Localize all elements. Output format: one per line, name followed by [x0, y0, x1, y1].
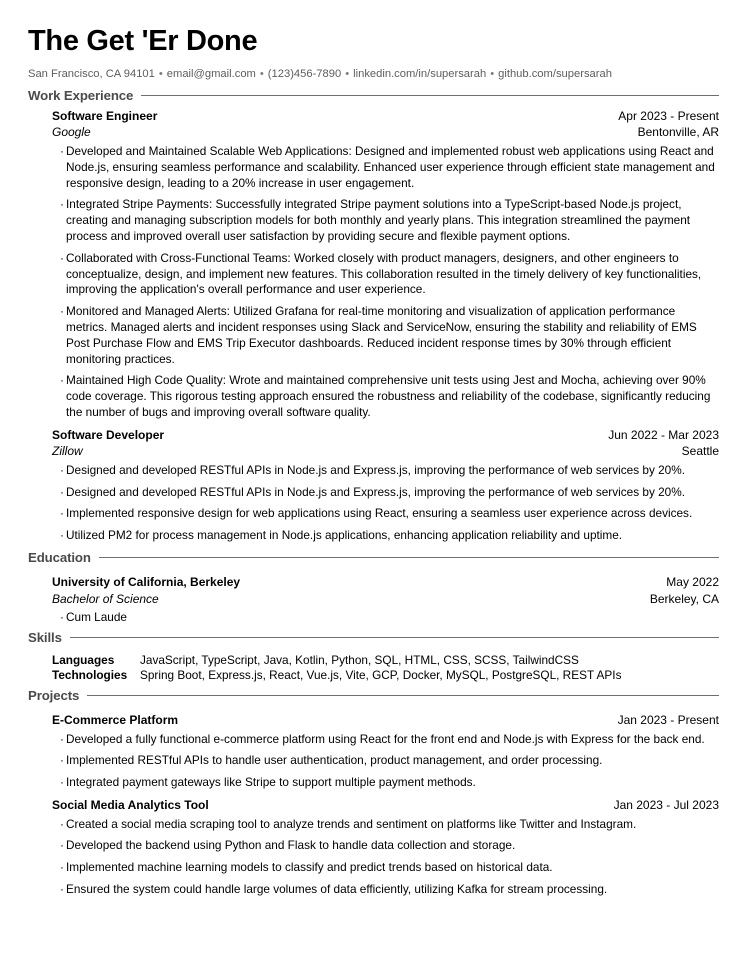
section-header-education: [28, 550, 719, 565]
bullet-text: Maintained High Code Quality: Wrote and maintained comprehensive unit tests using Jest and Mocha, achieving over 90% code coverage. This rigorous testing approach ensured the robustness and reliability of the codebase, significantly reducing the number of bugs and improving overall software quality.: [66, 373, 711, 419]
bullet-item: [52, 506, 719, 522]
skill-category-label: Technologies: [52, 668, 128, 683]
entry-organization: Google: [52, 125, 91, 140]
page-title: The Get 'Er Done: [28, 25, 258, 57]
work-entries: [28, 108, 719, 544]
bullet-text: Implemented responsive design for web applications using React, ensuring a seamless user experience across devices.: [66, 506, 693, 521]
section-title: Work Experience: [28, 87, 134, 103]
contact-separator: •: [490, 67, 495, 80]
bullet-dot-icon: ·: [60, 881, 64, 896]
bullet-dot-icon: ·: [60, 506, 64, 521]
bullet-text: Implemented RESTful APIs to handle user authentication, product management, and order processing.: [66, 753, 603, 768]
bullet-item: [52, 528, 719, 544]
bullet-text: Cum Laude: [66, 610, 127, 625]
bullet-dot-icon: ·: [60, 304, 64, 319]
bullet-item: [52, 485, 719, 501]
entry-date: Jun 2022 - Mar 2023: [608, 427, 719, 442]
bullet-dot-icon: ·: [60, 753, 64, 768]
bullet-dot-icon: ·: [60, 250, 64, 265]
entry-date: May 2022: [666, 575, 719, 590]
skill-row: [52, 668, 719, 684]
bullet-item: [52, 860, 719, 876]
bullet-item: [52, 610, 719, 626]
bullet-item: [52, 144, 719, 191]
bullet-dot-icon: ·: [60, 143, 64, 158]
bullet-text: Designed and developed RESTful APIs in Node.js and Express.js, improving the performance of web services by 20%.: [66, 462, 686, 477]
entry-date: Jan 2023 - Jul 2023: [613, 797, 719, 812]
skill-category-label: Languages: [52, 652, 115, 667]
contact-item[interactable]: linkedin.com/in/supersarah: [353, 67, 487, 80]
entry-sub-row: [52, 124, 719, 141]
entry-heading-row: [52, 574, 719, 591]
bullet-dot-icon: ·: [60, 860, 64, 875]
section-header-projects: [28, 688, 719, 703]
contact-separator: •: [345, 67, 350, 80]
bullet-text: Created a social media scraping tool to analyze trends and sentiment on platforms like Twitter and Instagram.: [66, 816, 637, 831]
entry-title: Software Engineer: [52, 108, 158, 123]
contact-line: [28, 67, 719, 81]
entry-bullets: [52, 144, 719, 421]
skill-category-value: JavaScript, TypeScript, Java, Kotlin, Python, SQL, HTML, CSS, SCSS, TailwindCSS: [140, 652, 579, 667]
bullet-item: [52, 838, 719, 854]
bullet-dot-icon: ·: [60, 197, 64, 212]
project-entries: [28, 712, 719, 898]
entry-title: University of California, Berkeley: [52, 575, 241, 590]
bullet-item: [52, 304, 719, 367]
bullet-text: Integrated Stripe Payments: Successfully integrated Stripe payment solutions into a TypeScript-based Node.js project, creating and managing subscription models for both monthly and yearly plans. This integration streamlined the payment process and improved overall user satisfaction by providing secure and flexible payment options.: [66, 197, 691, 243]
skill-row: [52, 653, 719, 669]
entry-degree: Bachelor of Science: [52, 591, 159, 606]
skill-category-value: Spring Boot, Express.js, React, Vue.js, Vite, GCP, Docker, MySQL, PostgreSQL, REST APIs: [140, 668, 622, 683]
entry-bullets: [52, 817, 719, 898]
entry-title: Software Developer: [52, 427, 165, 442]
section-projects: [28, 688, 719, 898]
project-entry: [52, 797, 719, 898]
section-title: Skills: [28, 629, 62, 645]
bullet-dot-icon: ·: [60, 484, 64, 499]
work-entry: [52, 427, 719, 544]
entry-title: Social Media Analytics Tool: [52, 797, 209, 812]
entry-location: Bentonville, AR: [637, 125, 719, 140]
section-header-skills: [28, 630, 719, 645]
bullet-text: Ensured the system could handle large volumes of data efficiently, utilizing Kafka for stream processing.: [66, 881, 608, 896]
entry-organization: Zillow: [52, 444, 83, 459]
bullet-text: Developed a fully functional e-commerce platform using React for the front end and Node.js with Express for the back end.: [66, 731, 705, 746]
bullet-dot-icon: ·: [60, 373, 64, 388]
bullet-item: [52, 251, 719, 298]
section-rule: [141, 95, 719, 96]
bullet-text: Implemented machine learning models to classify and predict trends based on historical data.: [66, 860, 553, 875]
contact-separator: •: [158, 67, 163, 80]
entry-sub-row: [52, 443, 719, 460]
bullet-item: [52, 882, 719, 898]
section-skills: [28, 630, 719, 684]
entry-heading-row: [52, 712, 719, 729]
entry-bullets: [52, 463, 719, 544]
bullet-dot-icon: ·: [60, 528, 64, 543]
bullet-dot-icon: ·: [60, 838, 64, 853]
bullet-dot-icon: ·: [60, 610, 64, 625]
contact-item[interactable]: (123)456-7890: [267, 67, 342, 80]
entry-heading-row: [52, 797, 719, 814]
bullet-dot-icon: ·: [60, 731, 64, 746]
entry-title: E-Commerce Platform: [52, 713, 179, 728]
section-rule: [70, 637, 719, 638]
section-rule: [87, 695, 719, 696]
contact-item: San Francisco, CA 94101: [28, 67, 155, 80]
entry-location: Berkeley, CA: [649, 591, 719, 606]
entry-bullets: [52, 732, 719, 791]
bullet-item: [52, 463, 719, 479]
bullet-item: [52, 732, 719, 748]
resume-header: [28, 26, 719, 81]
section-work-experience: [28, 88, 719, 544]
section-title: Projects: [28, 688, 80, 704]
entry-location: Seattle: [681, 444, 719, 459]
entry-bullets: [52, 610, 719, 626]
bullet-text: Designed and developed RESTful APIs in Node.js and Express.js, improving the performance of web services by 20%.: [66, 484, 686, 499]
bullet-dot-icon: ·: [60, 775, 64, 790]
bullet-item: [52, 373, 719, 420]
bullet-text: Developed the backend using Python and Flask to handle data collection and storage.: [66, 838, 516, 853]
entry-heading-row: [52, 427, 719, 444]
bullet-text: Developed and Maintained Scalable Web Applications: Designed and implemented robust web applications using React and Node.js, ensuring seamless performance and scalability. Enhanced user experience through efficient state management and responsive design, leading to a 20% increase in user engagement.: [66, 143, 715, 190]
bullet-item: [52, 775, 719, 791]
bullet-dot-icon: ·: [60, 462, 64, 477]
bullet-text: Integrated payment gateways like Stripe to support multiple payment methods.: [66, 775, 476, 790]
entry-heading-row: [52, 108, 719, 125]
contact-item[interactable]: github.com/supersarah: [498, 67, 612, 80]
entry-sub-row: [52, 591, 719, 608]
contact-separator: •: [259, 67, 264, 80]
section-title: Education: [28, 550, 91, 566]
work-entry: [52, 108, 719, 421]
section-rule: [99, 557, 719, 558]
bullet-item: [52, 753, 719, 769]
education-entry: [52, 574, 719, 626]
bullet-text: Monitored and Managed Alerts: Utilized Grafana for real-time monitoring and visualization of application performance metrics. Managed alerts and incident responses using Slack and ServiceNow, ensuring the stability and reliability of EMS Post Purchase Flow and EMS Trip Executor dashboards. Reduced incident response times by 30% through efficient monitoring practices.: [66, 304, 697, 366]
section-header-work-experience: [28, 88, 719, 103]
bullet-dot-icon: ·: [60, 816, 64, 831]
bullet-text: Collaborated with Cross-Functional Teams: Worked closely with product managers, designers, and other engineers to conceptualize, design, and implement new features. This collaboration resulted in the timely delivery of key functionalities, improving the application's overall performance and user experience.: [66, 250, 702, 297]
bullet-item: [52, 817, 719, 833]
contact-item[interactable]: email@gmail.com: [166, 67, 256, 80]
project-entry: [52, 712, 719, 791]
skills-list: [52, 653, 719, 684]
section-education: [28, 550, 719, 626]
entry-date: Jan 2023 - Present: [617, 713, 719, 728]
entry-date: Apr 2023 - Present: [618, 108, 719, 123]
bullet-text: Utilized PM2 for process management in Node.js applications, enhancing application reliability and uptime.: [66, 528, 623, 543]
bullet-item: [52, 197, 719, 244]
